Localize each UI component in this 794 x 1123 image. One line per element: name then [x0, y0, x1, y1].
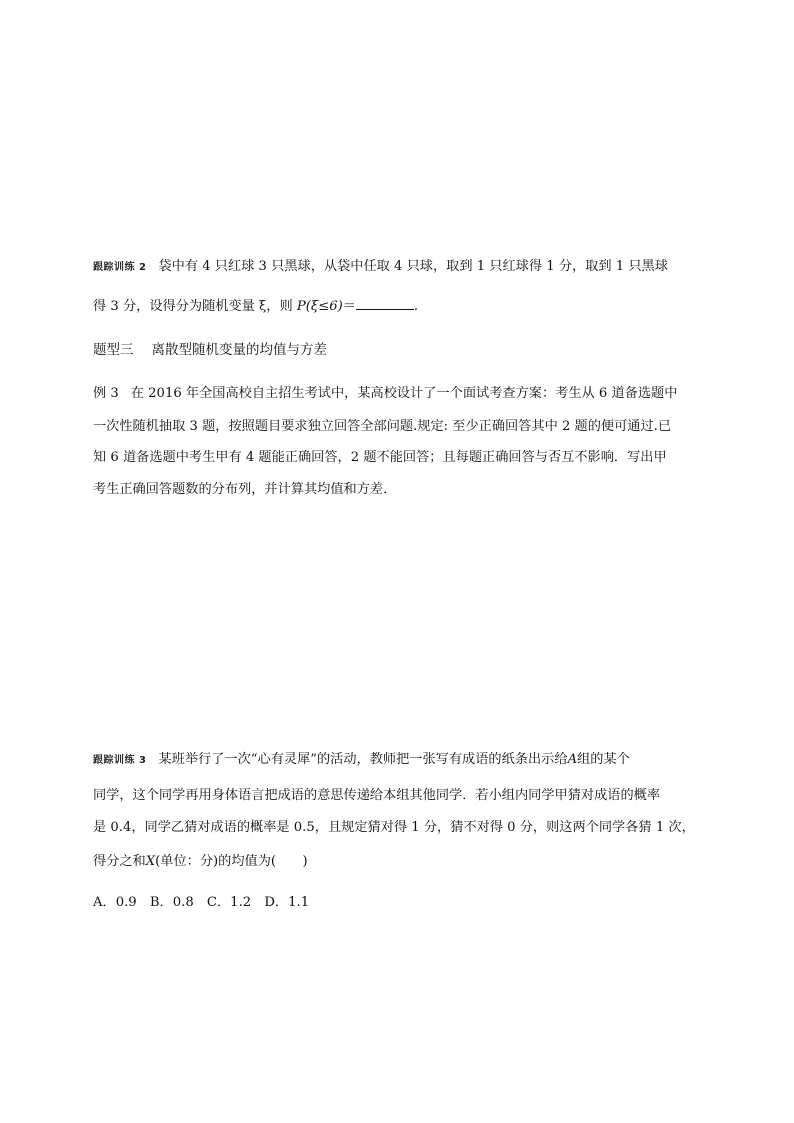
section-heading	[93, 341, 327, 359]
section-title: 题型三	[93, 342, 134, 358]
example3-line-1	[93, 385, 677, 403]
track3-line-2	[93, 787, 660, 805]
track2-line-1	[93, 258, 668, 277]
track3-options	[93, 894, 309, 912]
track3-line-4	[93, 853, 308, 871]
track3-text-3: 是 0.4，同学乙猜对成语的概率是 0.5，且规定猜对得 1 分，猜不对得 0 分，则这两个同学各猜 1 次，	[93, 820, 695, 835]
example3-text-3: 知 6 道备选题中考生甲有 4 题能正确回答，2 题不能回答；且每题正确回答与否互不影响．写出甲	[93, 450, 667, 465]
example3-label: 例 3	[93, 386, 119, 401]
track3-line-3	[93, 819, 695, 837]
track3-line-1	[93, 751, 630, 770]
track3-text-4b: (单位：分)的均值为( )	[155, 854, 308, 869]
track3-math-a: A	[567, 752, 578, 767]
track3-text-1a: 某班举行了一次“心有灵犀”的活动，教师把一张写有成语的纸条出示给	[158, 752, 568, 767]
track2-math: P(ξ≤6)	[296, 299, 343, 314]
example3-text-2: 一次性随机抽取 3 题，按照题目要求独立回答全部问题.规定: 至少正确回答其中 2 题的便可通过.已	[93, 419, 672, 434]
section-subtitle: 离散型随机变量的均值与方差	[151, 342, 327, 358]
track2-text-1: 袋中有 4 只红球 3 只黑球，从袋中任取 4 只球，取到 1 只红球得 1 分，取到 1 只黑球	[158, 259, 668, 274]
example3-line-3	[93, 449, 667, 467]
track3-text-2: 同学，这个同学再用身体语言把成语的意思传递给本组其他同学．若小组内同学甲猜对成语的概率	[93, 788, 661, 803]
example3-line-4	[93, 481, 396, 499]
track2-text-2: 得 3 分，设得分为随机变量 ξ，则	[93, 299, 297, 314]
answer-options: A．0.9 B．0.8 C．1.2 D．1.1	[93, 895, 310, 910]
track3-math-x: X	[145, 854, 156, 869]
track3-text-4a: 得分之和	[93, 854, 146, 869]
track2-tag: 跟踪训练 2	[93, 262, 147, 273]
track2-period: .	[413, 299, 419, 314]
track2-line-2	[93, 297, 418, 316]
example3-text-1: 在 2016 年全国高校自主招生考试中，某高校设计了一个面试考查方案：考生从 6 道备选题中	[130, 386, 678, 401]
example3-text-4: 考生正确回答题数的分布列，并计算其均值和方差．	[93, 482, 397, 497]
track3-text-1b: 组的某个	[577, 752, 630, 767]
answer-blank	[356, 297, 414, 310]
track3-tag: 跟踪训练 3	[93, 755, 147, 766]
example3-line-2	[93, 418, 671, 436]
track2-equals: ＝	[342, 299, 356, 314]
